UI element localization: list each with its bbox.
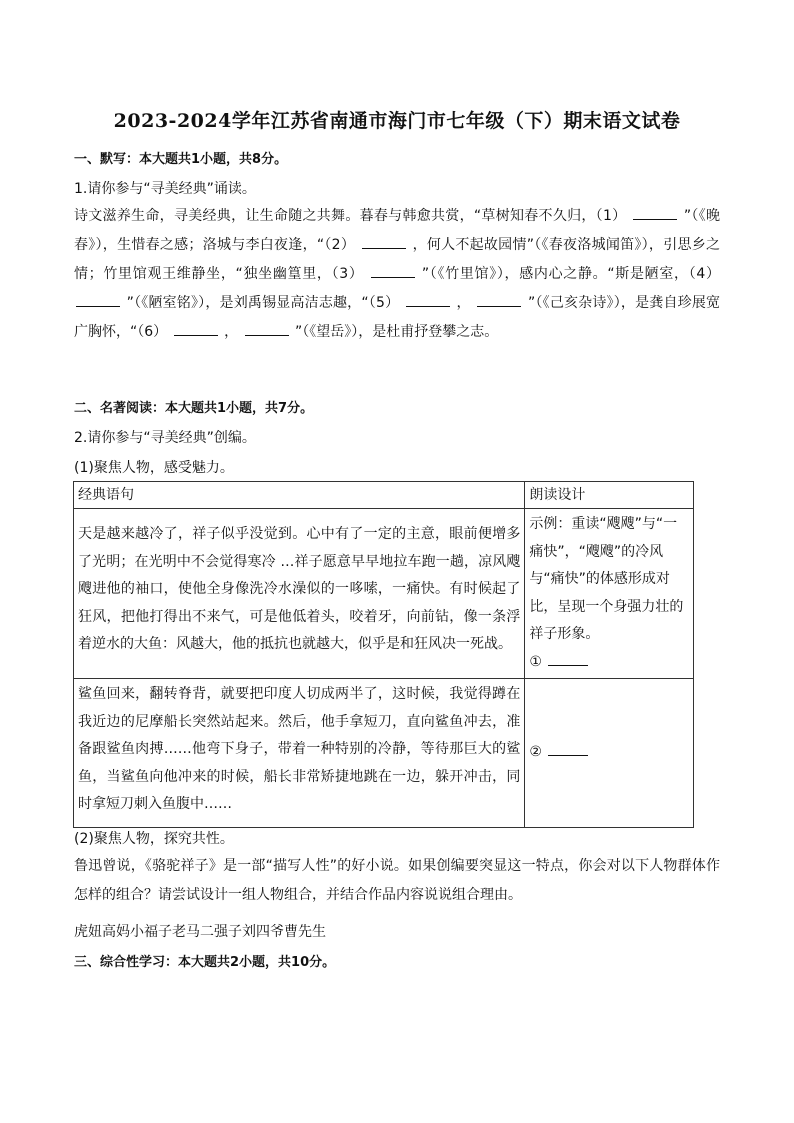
answer-blank-1[interactable] [548, 651, 588, 666]
q1-text-part: ， [224, 324, 239, 340]
character-list: 虎妞高妈小福子老马二强子刘四爷曹先生 [74, 924, 326, 940]
table-row [74, 679, 694, 828]
blank-4[interactable] [76, 292, 120, 307]
blank-6a[interactable] [174, 321, 218, 336]
table-cell-quote: 天是越来越冷了，祥子似乎没觉到。心中有了一定的主意，眼前便增多了光明；在光明中不会觉得寒冷 …祥子愿意早早地拉车跑一趟，凉风飕飕进他的袖口，使他全身像洗冷水澡似的一哆嗦，一痛快。有时候起了狂风，把他打得出不来气，可是他低着头，咬着牙，向前钻，像一条浮着逆水的大鱼：风越大，他的抵抗也就越大，似乎是和狂风决一死战。 [74, 509, 525, 679]
answer-slot-1[interactable] [529, 649, 689, 677]
section-1-heading: 一、默写：本大题共1小题，共8分。 [74, 152, 288, 167]
reading-design-table [73, 481, 694, 828]
blank-2[interactable] [362, 234, 406, 249]
blank-6b[interactable] [245, 321, 289, 336]
blank-1[interactable] [633, 205, 677, 220]
q1-text-part: ”（《陋室铭》），是刘禹锡显高洁志趣，“（5） [126, 295, 400, 311]
q1-text-part: ”（《望岳》），是杜甫抒登攀之志。 [294, 324, 499, 340]
answer-slot-2[interactable] [529, 739, 689, 767]
q1-text-part: 诗文滋养生命，寻美经典，让生命随之共舞。暮春与韩愈共赏，“草树知春不久归，（1） [74, 208, 627, 224]
question-1-prompt: 1.请你参与“寻美经典”诵读。 [74, 181, 256, 197]
table-header-quote: 经典语句 [74, 482, 525, 509]
table-cell-design [525, 509, 694, 679]
answer-blank-2[interactable] [548, 741, 588, 756]
section-2-heading: 二、名著阅读：本大题共1小题，共7分。 [74, 401, 314, 416]
table-header-design: 朗读设计 [525, 482, 694, 509]
q1-text-part: ”（《竹里馆》），感内心之静。“斯是陋室，（4） [421, 266, 720, 282]
question-2-sub2-text: 鲁迅曾说，《骆驼祥子》是一部“描写人性”的好小说。如果创编要突显这一特点，你会对以下人物群体作怎样的组合？请尝试设计一组人物组合，并结合作品内容说说组合理由。 [74, 858, 720, 903]
page-title: 2023-2024学年江苏省南通市海门市七年级（下）期末语文试卷 [113, 110, 681, 132]
question-2-prompt: 2.请你参与“寻美经典”创编。 [74, 430, 256, 446]
q1-text-part: ，何人不起故园情”（《春夜洛城闻笛》），引思乡之情；竹里馆观王维静坐，“独坐幽篁里，（3） [74, 237, 721, 282]
table-row [74, 509, 694, 679]
answer-label: ① [529, 653, 542, 670]
question-2-sub2: (2)聚焦人物，探究共性。 [74, 831, 234, 847]
question-1-text [74, 202, 720, 347]
blank-5b[interactable] [477, 292, 521, 307]
table-cell-design [525, 679, 694, 828]
q1-text-part: ”（《己亥杂诗》），是龚自珍展宽广胸怀，“（6） [74, 295, 721, 340]
blank-3[interactable] [371, 263, 415, 278]
table-cell-quote: 鲨鱼回来，翻转脊背，就要把印度人切成两半了，这时候，我觉得蹲在我近边的尼摩船长突然站起来。然后，他手拿短刀，直向鲨鱼冲去，准备跟鲨鱼肉搏……他弯下身子，带着一种特别的冷静，等待那巨大的鲨鱼，当鲨鱼向他冲来的时候，船长非常矫捷地跳在一边，躲开冲击，同时拿短刀刺入鱼腹中…… [74, 679, 525, 828]
table-header-row [74, 482, 694, 509]
blank-5a[interactable] [406, 292, 450, 307]
q1-text-part: ”（《晚春》），生惜春之感；洛城与李白夜逢，“（2） [74, 208, 720, 253]
q1-text-part: ， [456, 295, 471, 311]
question-2-sub1: (1)聚焦人物，感受魅力。 [74, 460, 234, 476]
answer-label: ② [529, 744, 542, 760]
design-example: 示例：重读“飕飕”与“一痛快”，“飕飕”的冷风与“痛快”的体感形成对比，呈现一个身强力壮的祥子形象。 [529, 516, 684, 642]
section-3-heading: 三、综合性学习：本大题共2小题，共10分。 [74, 955, 336, 970]
